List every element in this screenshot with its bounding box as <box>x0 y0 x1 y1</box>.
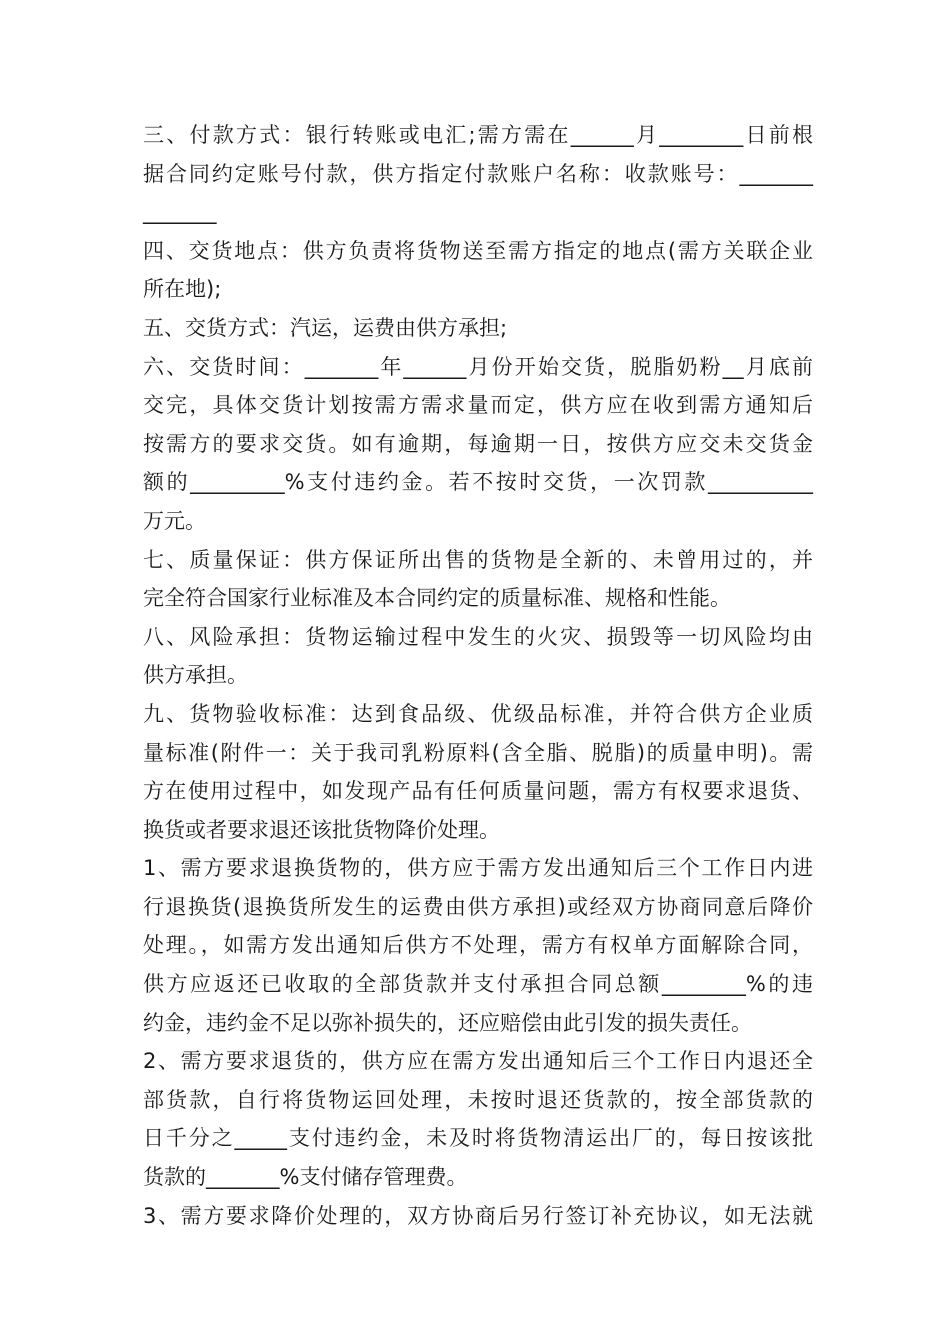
text-line: 完全符合国家行业标准及本合同约定的质量标准、规格和性能。 <box>143 586 731 611</box>
text-line: 所在地); <box>143 277 222 302</box>
text-line: 处理。，如需方发出通知后供方不处理，需方有权单方面解除合同， <box>143 933 813 958</box>
text-line: 交完，具体交货计划按需方需求量而定，供方应在收到需方通知后 <box>143 393 813 418</box>
text-line: 方在使用过程中，如发现产品有任何质量问题，需方有权要求退货、 <box>143 779 813 804</box>
text-line: 四、交货地点：供方负责将货物送至需方指定的地点(需方关联企业 <box>143 238 813 263</box>
text-line: 供方应返还已收取的全部货款并支付承担合同总额________%的违 <box>143 972 813 997</box>
text-line: 约金，违约金不足以弥补损失的，还应赔偿由此引发的损失责任。 <box>143 1010 752 1035</box>
text-line: 2、需方要求退货的，供方应在需方发出通知后三个工作日内退还全 <box>143 1049 813 1074</box>
text-line: 七、质量保证：供方保证所出售的货物是全新的、未曾用过的，并 <box>143 547 813 572</box>
text-line: 3、需方要求降价处理的，双方协商后另行签订补充协议，如无法就 <box>143 1203 813 1228</box>
text-line: 三、付款方式：银行转账或电汇;需方需在______月________日前根 <box>143 123 813 147</box>
text-line: 额的_________%支付违约金。若不按时交货，一次罚款__________ <box>143 470 813 495</box>
text-line: 部货款，自行将货物运回处理，未按时退还货款的，按全部货款的 <box>143 1087 813 1112</box>
text-line: 按需方的要求交货。如有逾期，每逾期一日，按供方应交未交货金 <box>143 431 813 456</box>
text-line: 1、需方要求退换货物的，供方应于需方发出通知后三个工作日内进 <box>143 856 813 881</box>
text-line: 货款的_______%支付储存管理费。 <box>143 1165 468 1190</box>
contract-text <box>143 116 813 1235</box>
text-line: 供方承担。 <box>143 663 248 688</box>
text-line: 据合同约定账号付款，供方指定付款账户名称：收款账号：_______ <box>143 161 813 186</box>
text-line: 万元。 <box>143 508 206 533</box>
text-line: 日千分之_____支付违约金，未及时将货物清运出厂的，每日按该批 <box>143 1126 813 1151</box>
text-line: 换货或者要求退还该批货物降价处理。 <box>143 817 500 842</box>
text-line: 行退换货(退换货所发生的运费由供方承担)或经双方协商同意后降价 <box>143 894 813 919</box>
text-line: 五、交货方式：汽运，运费由供方承担; <box>143 315 508 340</box>
text-line: 九、货物验收标准：达到食品级、优级品标准，并符合供方企业质 <box>143 701 813 726</box>
text-line: 八、风险承担：货物运输过程中发生的火灾、损毁等一切风险均由 <box>143 624 813 649</box>
text-line: 量标准(附件一：关于我司乳粉原料(含全脂、脱脂)的质量申明)。需 <box>143 740 813 765</box>
text-line: _______ <box>143 200 217 225</box>
text-line: 六、交货时间：_______年______月份开始交货，脱脂奶粉__月底前 <box>143 354 813 379</box>
